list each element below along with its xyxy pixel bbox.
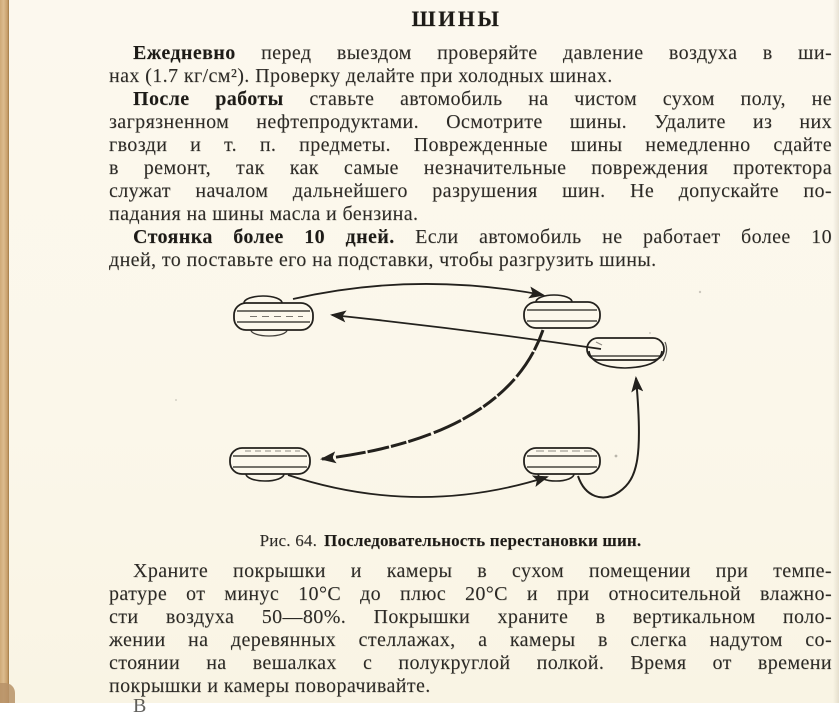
tire-rear-left-icon [230, 448, 310, 481]
tire-spare-icon [587, 338, 667, 368]
text-line [109, 606, 832, 629]
text-run: нах (1.7 кг/см²). Проверку делайте при холодных шинах. [109, 65, 613, 87]
page-title: ШИНЫ [411, 6, 502, 31]
text-run: дней, то поставьте его на подставки, чтобы разгрузить шины. [109, 249, 657, 271]
figure-caption [89, 531, 812, 551]
cutoff-next-paragraph: В [133, 695, 147, 717]
figure-caption-number: Рис. 64. [259, 531, 318, 550]
text-line [109, 111, 832, 134]
text-line [109, 226, 832, 249]
arrow-front-right-to-rear-left [322, 330, 543, 459]
bold-text-run: Ежедневно [133, 42, 236, 64]
text-line [109, 560, 832, 583]
text-run: падания на шины масла и бензина. [109, 203, 419, 225]
text-run: жении на деревянных стеллажах, а камеры в слегка надутом со- [109, 629, 832, 651]
text-line [109, 180, 832, 203]
figure-caption-title: Последовательность перестановки шин. [324, 531, 642, 550]
text-line [109, 65, 832, 88]
body-text-storage [109, 560, 832, 698]
tire-rear-right-icon [524, 448, 600, 481]
text-line [109, 249, 832, 272]
text-line [109, 583, 832, 606]
text-run: гвозди и т. п. предметы. Поврежденные шины немедленно сдайте [109, 134, 832, 156]
page-corner-shadow [0, 683, 15, 703]
text-run: сти воздуха 50—80%. Покрышки храните в вертикальном поло- [109, 606, 832, 628]
text-line [109, 629, 832, 652]
tire-rotation-diagram [0, 270, 839, 532]
bold-text-run: После работы [133, 88, 284, 110]
text-run: в ремонт, так как самые незначительные повреждения протектора [109, 157, 832, 179]
text-line [109, 42, 832, 65]
text-line [109, 203, 832, 226]
tire-front-left-icon [234, 296, 313, 336]
text-run: ратуре от минус 10°С до плюс 20°С и при относительной влажно- [109, 583, 832, 605]
text-run: стоянии на вешалках с полукруглой полкой. Время от времени [109, 652, 832, 674]
text-run: Храните покрышки и камеры в сухом помещении при темпе- [133, 560, 832, 582]
arrow-rear-left-to-rear-right [288, 475, 547, 497]
body-text-intro [109, 42, 832, 272]
text-run: покрышки и камеры поворачивайте. [109, 675, 431, 697]
text-line [109, 134, 832, 157]
text-run: ставьте автомобиль на чистом сухом полу, не [283, 88, 832, 110]
arrow-rear-right-to-spare [578, 378, 639, 497]
arrow-front-left-to-front-right [293, 284, 543, 299]
text-line [109, 157, 832, 180]
tire-front-right-icon [524, 295, 600, 328]
text-line [109, 652, 832, 675]
text-line [109, 88, 832, 111]
text-run: загрязненном нефтепродуктами. Осмотрите шины. Удалите из них [109, 111, 832, 133]
bold-text-run: Стоянка более 10 дней. [133, 226, 395, 248]
text-run: перед выездом проверяйте давление воздуха в ши- [235, 42, 832, 64]
text-run: служат началом дальнейшего разрушения шин. Не допускайте по- [109, 180, 832, 202]
text-run: Если автомобиль не работает более 10 [394, 226, 832, 248]
